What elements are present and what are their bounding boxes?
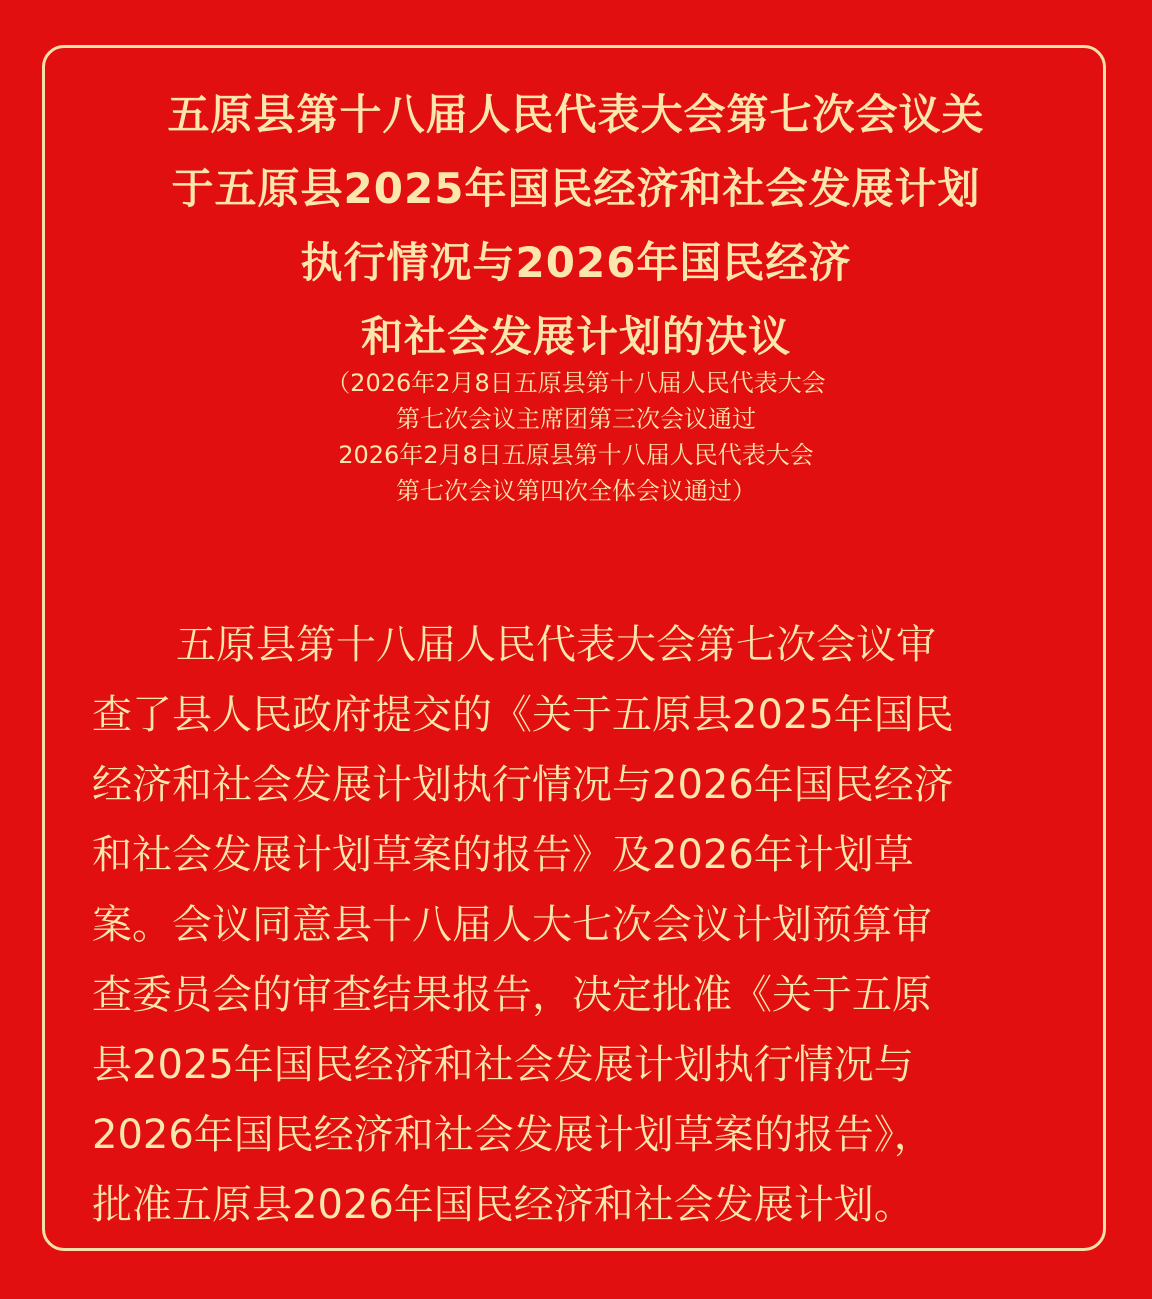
body-line: 案。会议同意县十八届人大七次会议计划预算审 [92,902,932,948]
title-line: 五原县第十八届人民代表大会第七次会议关 [167,90,985,139]
body-line: 2026年国民经济和社会发展计划草案的报告》， [92,1112,934,1158]
title-line: 和社会发展计划的决议 [360,312,791,361]
body-line: 县2025年国民经济和社会发展计划执行情况与 [92,1042,914,1088]
body-line: 经济和社会发展计划执行情况与2026年国民经济 [92,762,954,808]
note-line: （2026年2月8日五原县第十八届人民代表大会 [326,369,826,397]
note-line: 第七次会议第四次全体会议通过） [396,477,756,505]
note-line: 第七次会议主席团第三次会议通过 [396,405,756,433]
body-line: 查了县人民政府提交的《关于五原县2025年国民 [92,692,954,738]
resolution-title [60,78,1092,374]
title-line: 执行情况与2026年国民经济 [300,238,852,287]
body-line: 和社会发展计划草案的报告》及2026年计划草 [92,832,914,878]
adoption-note [60,365,1092,509]
note-line: 2026年2月8日五原县第十八届人民代表大会 [338,441,814,469]
resolution-body [92,610,1067,1240]
title-line: 于五原县2025年国民经济和社会发展计划 [171,164,981,213]
body-line: 批准五原县2026年国民经济和社会发展计划。 [92,1182,914,1228]
body-line: 查委员会的审查结果报告，决定批准《关于五原 [92,972,932,1018]
body-line: 五原县第十八届人民代表大会第七次会议审 [176,622,936,668]
